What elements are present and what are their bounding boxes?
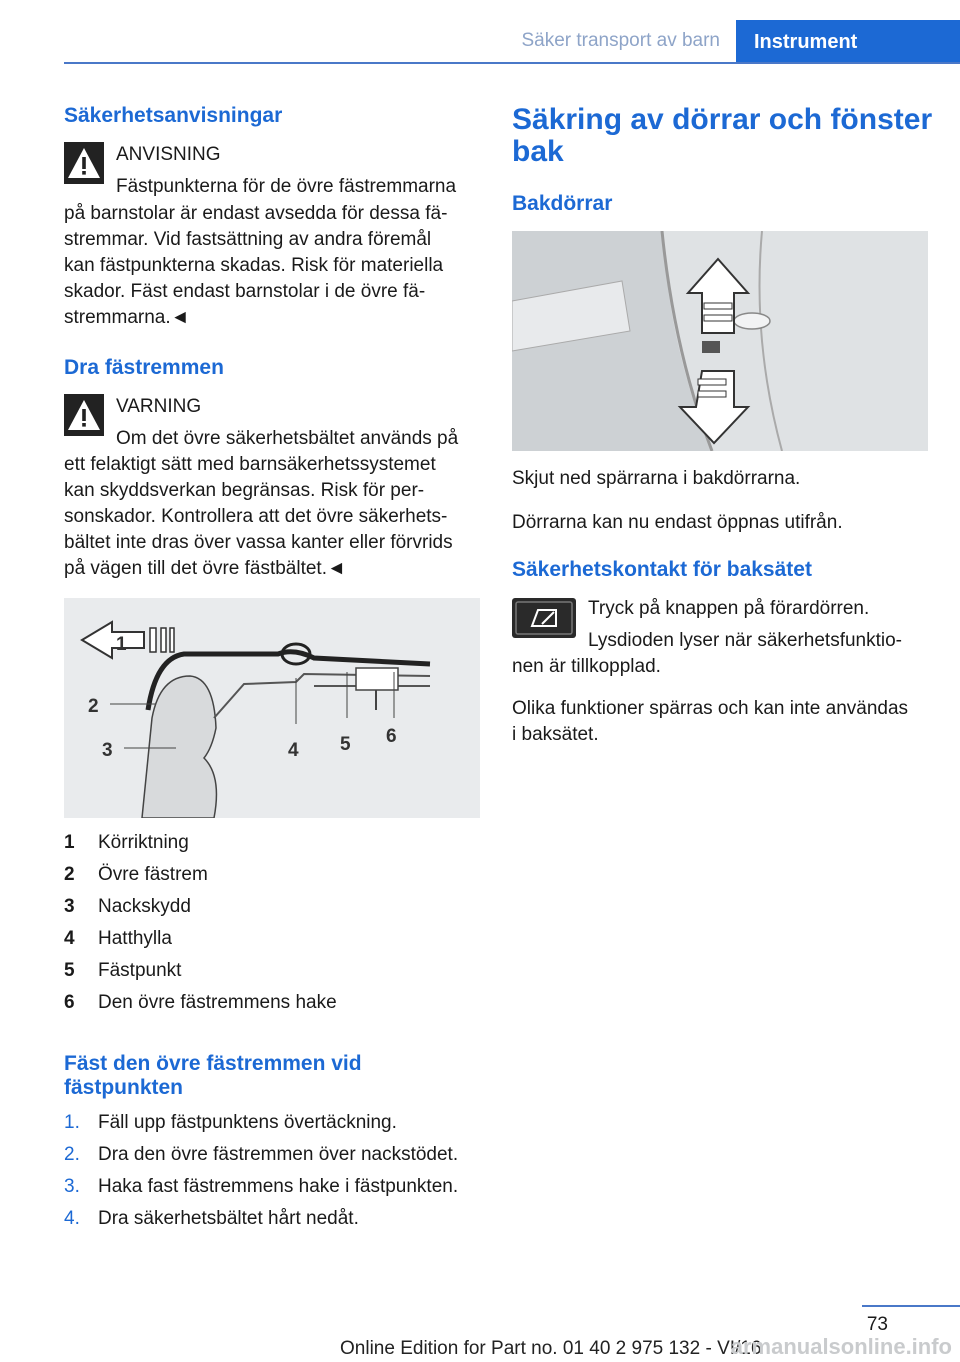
step-number: 3. bbox=[64, 1176, 80, 1197]
step-number: 4. bbox=[64, 1208, 80, 1229]
chapter-tab[interactable]: Instrument bbox=[736, 20, 960, 64]
heading-attach-strap bbox=[64, 1052, 362, 1100]
warning-line: sonskador. Kontrollera att det övre säkerhets- bbox=[64, 506, 448, 527]
heading-line: Fäst den övre fästremmen vid bbox=[64, 1052, 362, 1075]
paragraph: Dörrarna kan nu endast öppnas utifrån. bbox=[512, 512, 843, 533]
warning-line: på vägen till det övre fästbältet.◄ bbox=[64, 558, 346, 579]
heading-pull-strap: Dra fästremmen bbox=[64, 356, 224, 379]
step-text: Fäll upp fästpunktens övertäckning. bbox=[98, 1112, 397, 1133]
step-text: Dra den övre fästremmen över nackstödet. bbox=[98, 1144, 459, 1165]
figure-label: 2 bbox=[88, 696, 99, 717]
paragraph: Skjut ned spärrarna i bakdörrarna. bbox=[512, 468, 801, 489]
step-number: 1. bbox=[64, 1112, 80, 1133]
heading-safety-instructions: Säkerhetsanvisningar bbox=[64, 104, 283, 127]
legend-text: Fästpunkt bbox=[98, 960, 182, 981]
legend-text: Körriktning bbox=[98, 832, 189, 853]
notice-line: stremmar. Vid fastsättning av andra föremål bbox=[64, 229, 432, 250]
legend-text: Hatthylla bbox=[98, 928, 172, 949]
warning-first-line: Om det övre säkerhetsbältet används på bbox=[116, 428, 459, 449]
tether-illustration bbox=[64, 598, 480, 818]
heading-rear-doors: Bakdörrar bbox=[512, 192, 613, 215]
rear-door-lock-illustration bbox=[512, 231, 928, 451]
warning-label: VARNING bbox=[116, 396, 202, 417]
legend-number: 5 bbox=[64, 960, 75, 981]
window-lock-button-icon bbox=[512, 598, 576, 638]
running-header-section: Säker transport av barn bbox=[521, 30, 720, 51]
legend-number: 6 bbox=[64, 992, 75, 1013]
legend-number: 3 bbox=[64, 896, 75, 917]
notice-label: ANVISNING bbox=[116, 144, 221, 165]
step-number: 2. bbox=[64, 1144, 80, 1165]
watermark: armanualsonline.info bbox=[730, 1334, 952, 1359]
button-instruction: Tryck på knappen på förardörren. bbox=[588, 598, 870, 619]
step-text: Haka fast fästremmens hake i fästpunkten. bbox=[98, 1176, 459, 1197]
legend-text: Den övre fästremmens hake bbox=[98, 992, 337, 1013]
page-title bbox=[512, 104, 932, 168]
legend-text: Nackskydd bbox=[98, 896, 191, 917]
heading-rear-seat-switch: Säkerhetskontakt för baksätet bbox=[512, 558, 812, 581]
warning-triangle-icon bbox=[64, 142, 104, 184]
footer-rule bbox=[862, 1305, 960, 1307]
figure-label: 6 bbox=[386, 726, 397, 747]
legend-text: Övre fästrem bbox=[98, 864, 208, 885]
figure-label: 5 bbox=[340, 734, 351, 755]
notice-line: stremmarna.◄ bbox=[64, 307, 190, 328]
notice-first-line: Fästpunkterna för de övre fästremmarna bbox=[116, 176, 457, 197]
figure-label: 3 bbox=[102, 740, 113, 761]
title-line: Säkring av dörrar och fönster bbox=[512, 103, 933, 136]
page-number: 73 bbox=[866, 1314, 888, 1335]
paragraph: i baksätet. bbox=[512, 724, 599, 745]
warning-line: bältet inte dras över vassa kanter eller förvrids bbox=[64, 532, 453, 553]
warning-triangle-icon bbox=[64, 394, 104, 436]
led-description: nen är tillkopplad. bbox=[512, 656, 661, 677]
step-text: Dra säkerhetsbältet hårt nedåt. bbox=[98, 1208, 359, 1229]
edition-info: Online Edition for Part no. 01 40 2 975 132 - VI/16 bbox=[340, 1338, 762, 1359]
legend-number: 4 bbox=[64, 928, 75, 949]
warning-line: ett felaktigt sätt med barnsäkerhetssystemet bbox=[64, 454, 436, 475]
legend-number: 2 bbox=[64, 864, 75, 885]
figure-label: 1 bbox=[116, 634, 127, 655]
heading-line: fästpunkten bbox=[64, 1076, 184, 1099]
figure-label: 4 bbox=[288, 740, 299, 761]
warning-line: kan skyddsverkan begränsas. Risk för per- bbox=[64, 480, 425, 501]
header-rule bbox=[64, 62, 960, 64]
notice-line: på barnstolar är endast avsedda för dessa fä- bbox=[64, 203, 448, 224]
title-line: bak bbox=[512, 135, 564, 168]
door-diagram bbox=[512, 231, 928, 451]
led-description: Lysdioden lyser när säkerhetsfunktio- bbox=[588, 630, 903, 651]
legend-number: 1 bbox=[64, 832, 75, 853]
notice-line: skador. Fäst endast barnstolar i de övre fä- bbox=[64, 281, 426, 302]
paragraph: Olika funktioner spärras och kan inte användas bbox=[512, 698, 909, 719]
notice-line: kan fästpunkterna skadas. Risk för materiella bbox=[64, 255, 444, 276]
tether-diagram bbox=[64, 598, 480, 818]
